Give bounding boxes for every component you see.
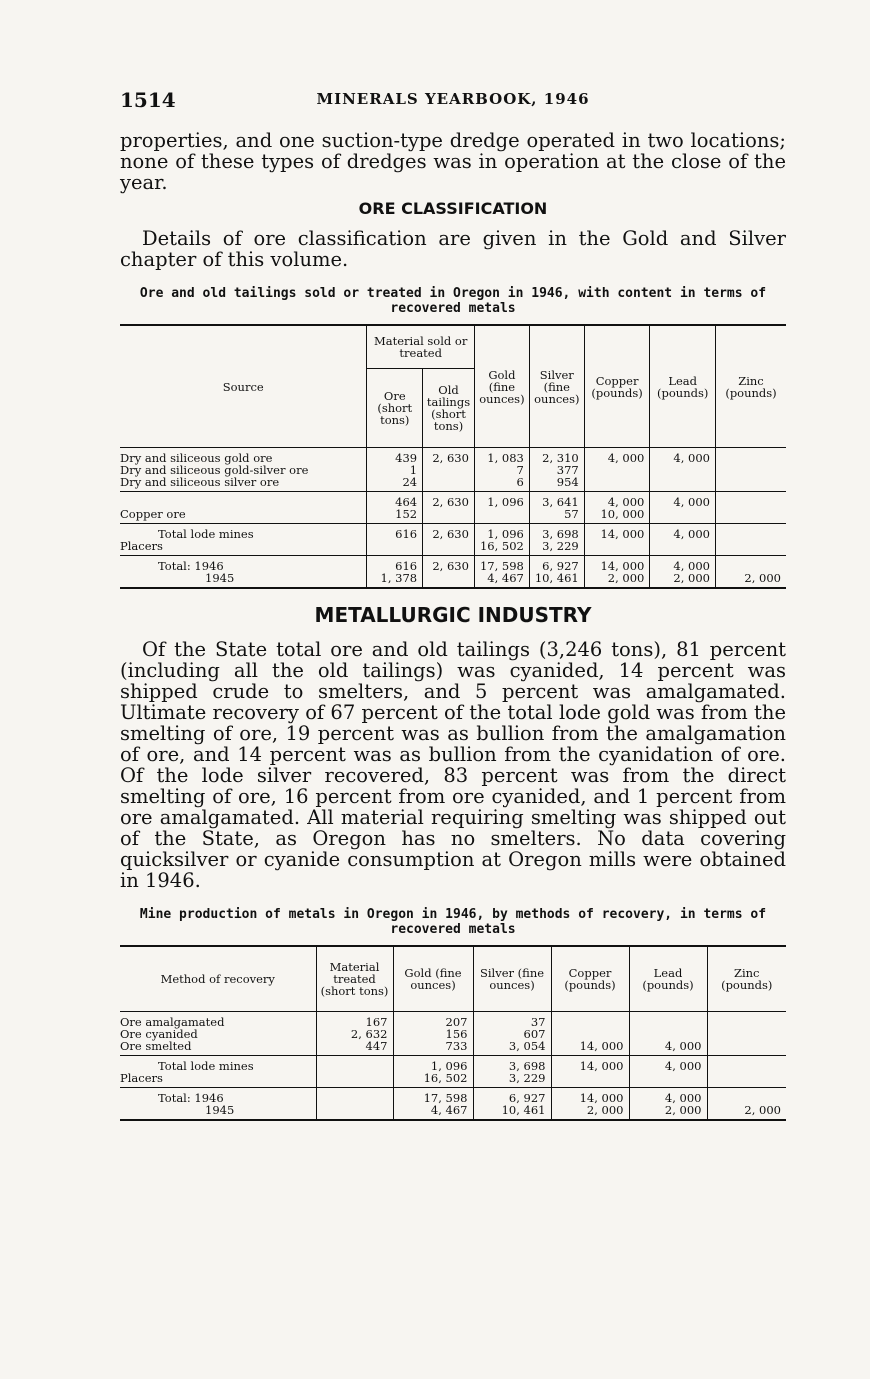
table2-caption bbox=[120, 907, 786, 937]
cell bbox=[474, 508, 529, 524]
row-label: Total: 1946 bbox=[158, 1091, 224, 1105]
col-material: Material treated (short tons) bbox=[316, 946, 393, 1012]
cell: 733 bbox=[393, 1040, 473, 1056]
row-label: Total: 1946 bbox=[158, 559, 224, 573]
row-label: Placers bbox=[120, 1071, 163, 1085]
cell: 1, 096 bbox=[474, 524, 529, 541]
cell: 439 bbox=[367, 448, 423, 465]
cell: 7 bbox=[474, 464, 529, 476]
col-lead: Lead (pounds) bbox=[650, 325, 716, 448]
cell bbox=[707, 1040, 786, 1056]
table2-caption-line1: Mine production of metals in Oregon in 1946, by methods of recovery, in terms of bbox=[139, 907, 767, 922]
cell: 16, 502 bbox=[393, 1072, 473, 1088]
cell bbox=[316, 1088, 393, 1105]
col-lead: Lead (pounds) bbox=[629, 946, 707, 1012]
cell bbox=[716, 540, 787, 556]
col-ore: Ore (short tons) bbox=[367, 369, 423, 448]
row-label: Total lode mines bbox=[158, 527, 254, 541]
table-row bbox=[120, 1056, 786, 1073]
cell bbox=[716, 448, 787, 465]
cell bbox=[716, 492, 787, 509]
cell: 377 bbox=[529, 464, 584, 476]
cell: 2, 000 bbox=[551, 1104, 629, 1120]
intro-paragraph: properties, and one suction-type dredge operated in two locations; none of these types of dredges was in operation at the close of the year. bbox=[120, 129, 786, 194]
col-copper: Copper (pounds) bbox=[584, 325, 650, 448]
cell: 6 bbox=[474, 476, 529, 492]
cell: 954 bbox=[529, 476, 584, 492]
cell: 156 bbox=[393, 1028, 473, 1040]
cell: 14, 000 bbox=[584, 556, 650, 573]
recovery-methods-table bbox=[120, 945, 786, 1121]
table-row bbox=[120, 1072, 786, 1088]
running-head bbox=[120, 88, 786, 114]
cell: 2, 310 bbox=[529, 448, 584, 465]
cell: 37 bbox=[473, 1012, 551, 1029]
cell bbox=[551, 1072, 629, 1088]
cell: 17, 598 bbox=[393, 1088, 473, 1105]
cell: 3, 641 bbox=[529, 492, 584, 509]
cell: 10, 461 bbox=[473, 1104, 551, 1120]
cell bbox=[716, 476, 787, 492]
cell: 10, 461 bbox=[529, 572, 584, 588]
cell: 2, 000 bbox=[629, 1104, 707, 1120]
cell bbox=[716, 508, 787, 524]
row-label: Dry and siliceous silver ore bbox=[120, 475, 280, 489]
table-row bbox=[120, 1104, 786, 1120]
row-label: Ore smelted bbox=[120, 1039, 192, 1053]
table-row bbox=[120, 492, 786, 509]
cell bbox=[707, 1056, 786, 1073]
table1-group-subtotal-copper bbox=[120, 492, 786, 524]
cell bbox=[716, 464, 787, 476]
cell bbox=[650, 476, 716, 492]
table-row bbox=[120, 556, 786, 573]
cell: 2, 000 bbox=[707, 1104, 786, 1120]
cell bbox=[367, 540, 423, 556]
cell: 2, 632 bbox=[316, 1028, 393, 1040]
cell: 607 bbox=[473, 1028, 551, 1040]
cell: 4, 000 bbox=[650, 556, 716, 573]
row-label: Placers bbox=[120, 539, 163, 553]
table-row bbox=[120, 1040, 786, 1056]
cell bbox=[707, 1088, 786, 1105]
cell bbox=[316, 1104, 393, 1120]
table-row bbox=[120, 540, 786, 556]
metallurgic-industry-heading: METALLURGIC INDUSTRY bbox=[314, 603, 592, 627]
book-title: MINERALS YEARBOOK, 1946 bbox=[316, 90, 590, 108]
cell: 152 bbox=[367, 508, 423, 524]
cell: 4, 000 bbox=[650, 448, 716, 465]
cell: 2, 630 bbox=[423, 448, 475, 465]
cell: 4, 000 bbox=[629, 1056, 707, 1073]
cell: 616 bbox=[367, 556, 423, 573]
cell bbox=[423, 464, 475, 476]
cell: 6, 927 bbox=[473, 1088, 551, 1105]
cell bbox=[650, 508, 716, 524]
cell bbox=[316, 1056, 393, 1073]
table1-caption bbox=[120, 286, 786, 316]
table-row bbox=[120, 508, 786, 524]
cell: 4, 467 bbox=[474, 572, 529, 588]
cell: 10, 000 bbox=[584, 508, 650, 524]
col-silver: Silver (fine ounces) bbox=[473, 946, 551, 1012]
cell: 3, 698 bbox=[529, 524, 584, 541]
cell: 4, 000 bbox=[650, 524, 716, 541]
table-row bbox=[120, 524, 786, 541]
cell: 167 bbox=[316, 1012, 393, 1029]
col-gold: Gold (fine ounces) bbox=[474, 325, 529, 448]
cell: 207 bbox=[393, 1012, 473, 1029]
cell: 4, 000 bbox=[584, 448, 650, 465]
cell bbox=[650, 464, 716, 476]
row-label: Ore amalgamated bbox=[120, 1015, 225, 1029]
table2-group-lode-placers bbox=[120, 1056, 786, 1088]
cell: 6, 927 bbox=[529, 556, 584, 573]
col-material-group: Material sold or treated bbox=[367, 325, 475, 369]
row-label: 1945 bbox=[205, 571, 235, 585]
cell bbox=[707, 1028, 786, 1040]
table-row bbox=[120, 476, 786, 492]
cell bbox=[716, 556, 787, 573]
row-label: Dry and siliceous gold ore bbox=[120, 451, 273, 465]
cell: 1 bbox=[367, 464, 423, 476]
cell: 14, 000 bbox=[551, 1088, 629, 1105]
cell bbox=[629, 1072, 707, 1088]
ore-classification-paragraph: Details of ore classification are given in the Gold and Silver chapter of this volume. bbox=[120, 227, 786, 271]
cell bbox=[584, 540, 650, 556]
cell bbox=[707, 1012, 786, 1029]
cell: 464 bbox=[367, 492, 423, 509]
cell: 14, 000 bbox=[551, 1056, 629, 1073]
row-label: 1945 bbox=[205, 1103, 235, 1117]
table2-group-totals bbox=[120, 1088, 786, 1121]
cell: 24 bbox=[367, 476, 423, 492]
cell: 2, 000 bbox=[584, 572, 650, 588]
table1-group-lode-placers bbox=[120, 524, 786, 556]
cell: 2, 000 bbox=[650, 572, 716, 588]
cell: 4, 000 bbox=[584, 492, 650, 509]
metallurgic-industry-paragraph: Of the State total ore and old tailings (3,246 tons), 81 percent (including all the old tailings) was cyanided, 14 percent was shipped crude to smelters, and 5 percent was amalgamated. Ultimate recovery of 67 percent of the total lode gold was from the smelting of ore, 19 percent was as bullion from the amalgamation of ore, and 14 percent was as bullion from the cyanidation of ore. Of the lode silver recovered, 83 percent was from the direct smelting of ore, 16 percent from ore cyanided, and 1 percent from ore amalgamated. All material requiring smelting was shipped out of the State, as Oregon has no smelters. No data covering quicksilver or cyanide consumption at Oregon mills were obtained in 1946. bbox=[120, 638, 786, 892]
cell: 2, 630 bbox=[423, 492, 475, 509]
cell: 1, 096 bbox=[474, 492, 529, 509]
cell: 447 bbox=[316, 1040, 393, 1056]
row-label bbox=[120, 492, 367, 509]
table-row bbox=[120, 1012, 786, 1029]
cell bbox=[423, 540, 475, 556]
cell bbox=[551, 1012, 629, 1029]
cell bbox=[716, 524, 787, 541]
ore-classification-heading: ORE CLASSIFICATION bbox=[358, 199, 548, 218]
cell: 3, 698 bbox=[473, 1056, 551, 1073]
table2-group-methods bbox=[120, 1012, 786, 1056]
col-gold: Gold (fine ounces) bbox=[393, 946, 473, 1012]
cell: 17, 598 bbox=[474, 556, 529, 573]
cell: 2, 000 bbox=[716, 572, 787, 588]
table-row bbox=[120, 572, 786, 588]
row-label: Dry and siliceous gold-silver ore bbox=[120, 463, 309, 477]
cell: 1, 083 bbox=[474, 448, 529, 465]
cell bbox=[316, 1072, 393, 1088]
cell bbox=[423, 476, 475, 492]
table1-caption-line2: recovered metals bbox=[390, 301, 516, 316]
table1-group-dry-ores bbox=[120, 448, 786, 492]
cell: 3, 054 bbox=[473, 1040, 551, 1056]
col-copper: Copper (pounds) bbox=[551, 946, 629, 1012]
cell: 4, 000 bbox=[629, 1040, 707, 1056]
cell: 2, 630 bbox=[423, 556, 475, 573]
cell bbox=[707, 1072, 786, 1088]
table-row bbox=[120, 1088, 786, 1105]
cell: 57 bbox=[529, 508, 584, 524]
cell: 14, 000 bbox=[551, 1040, 629, 1056]
col-source: Source bbox=[120, 325, 367, 448]
col-old-tailings: Old tailings (short tons) bbox=[423, 369, 475, 448]
document-page bbox=[120, 88, 786, 1121]
ore-tailings-table bbox=[120, 324, 786, 589]
cell: 4, 467 bbox=[393, 1104, 473, 1120]
col-zinc: Zinc (pounds) bbox=[716, 325, 787, 448]
col-method: Method of recovery bbox=[120, 946, 316, 1012]
cell: 3, 229 bbox=[529, 540, 584, 556]
col-silver: Silver (fine ounces) bbox=[529, 325, 584, 448]
table2-caption-line2: recovered metals bbox=[390, 922, 516, 937]
cell: 1, 096 bbox=[393, 1056, 473, 1073]
row-label: Total lode mines bbox=[158, 1059, 254, 1073]
col-zinc: Zinc (pounds) bbox=[707, 946, 786, 1012]
cell: 16, 502 bbox=[474, 540, 529, 556]
cell bbox=[629, 1012, 707, 1029]
table1-group-totals bbox=[120, 556, 786, 589]
cell bbox=[584, 464, 650, 476]
cell: 2, 630 bbox=[423, 524, 475, 541]
cell: 616 bbox=[367, 524, 423, 541]
row-label: Copper ore bbox=[120, 507, 186, 521]
cell bbox=[423, 572, 475, 588]
cell: 4, 000 bbox=[629, 1088, 707, 1105]
row-label: Ore cyanided bbox=[120, 1027, 198, 1041]
page-number: 1514 bbox=[120, 88, 176, 112]
table-row bbox=[120, 448, 786, 465]
cell: 14, 000 bbox=[584, 524, 650, 541]
table1-caption-line1: Ore and old tailings sold or treated in Oregon in 1946, with content in terms of bbox=[139, 286, 767, 301]
cell: 4, 000 bbox=[650, 492, 716, 509]
cell bbox=[423, 508, 475, 524]
cell bbox=[650, 540, 716, 556]
cell bbox=[584, 476, 650, 492]
cell: 3, 229 bbox=[473, 1072, 551, 1088]
cell: 1, 378 bbox=[367, 572, 423, 588]
